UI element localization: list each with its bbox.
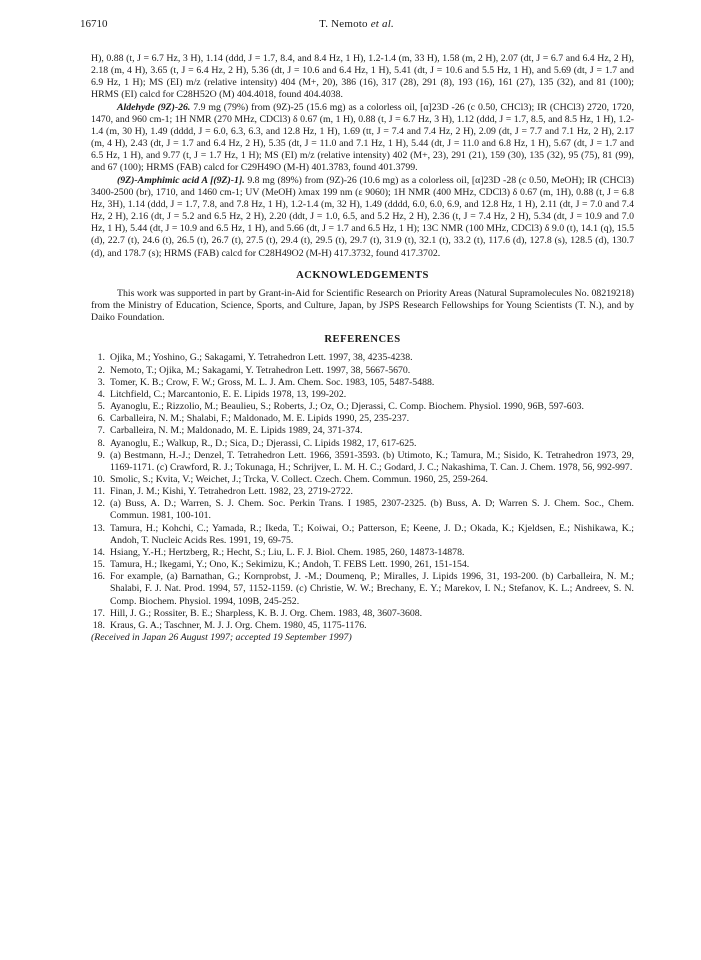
running-title [80, 18, 633, 30]
reference-item: 7. Carballeira, N. M.; Maldonado, M. E. Lipids 1989, 24, 371-374. [97, 425, 363, 437]
compound-title: Aldehyde (9Z)-26. [117, 101, 191, 113]
reference-item: 14. Hsiang, Y.-H.; Hertzberg, R.; Hecht, S.; Liu, L. F. J. Biol. Chem. 1985, 260, 14873-14878. [92, 546, 465, 558]
reference-item: 17. Hill, J. G.; Rossiter, B. E.; Sharpless, K. B. J. Org. Chem. 1983, 48, 3607-3608. [92, 607, 423, 619]
running-header [80, 18, 633, 34]
experimental-paragraph [91, 175, 634, 260]
reference-item: 9. (a) Bestmann, H.-J.; Denzel, T. Tetrahedron Lett. 1966, 3591-3593. (b) Utimoto, K.; Tamura, M.; Sisido, K. Tetrahedron 1973, 29, 1169-1171. (c) Crawford, R. J.; Tokunaga, H.; Schrijver, L. M. H. C.; Godard, J. C.; Nakashima, T. Can. J. Chem. 1978, 56, 992-997. [97, 449, 634, 473]
reference-item: 6. Carballeira, N. M.; Shalabi, F.; Maldonado, M. E. Lipids 1990, 25, 235-237. [97, 413, 410, 425]
running-title-author: T. Nemoto [319, 18, 368, 30]
reference-item: 12. (a) Buss, A. D.; Warren, S. J. Chem. Soc. Perkin Trans. I 1985, 2307-2325. (b) Buss, A. D; Warren S. J. Chem. Soc., Chem. Commun. 1981, 100-101. [92, 498, 634, 522]
experimental-paragraph [91, 102, 634, 175]
reference-item: 10. Smolic, S.; Kvita, V.; Weichet, J.; Trcka, V. Collect. Czech. Chem. Commun. 1960, 25, 259-264. [92, 474, 488, 485]
page-number: 16710 [80, 18, 108, 30]
compound-title: (9Z)-Amphimic acid A [(9Z)-1]. [117, 174, 245, 186]
reference-item: 5. Ayanoglu, E.; Rizzolio, M.; Beaulieu, S.; Roberts, J.; Oz, O.; Djerassi, C. Comp. Biochem. Physiol. 1990, 96B, 597-603. [97, 401, 584, 413]
reference-item: 8. Ayanoglu, E.; Walkup, R., D.; Sica, D.; Djerassi, C. Lipids 1982, 17, 617-625. [97, 437, 417, 449]
reference-item: 11. Finan, J. M.; Kishi, Y. Tetrahedron Lett. 1982, 23, 2719-2722. [93, 486, 353, 498]
reference-item: 13. Tamura, H.; Kohchi, C.; Yamada, R.; Ikeda, T.; Koiwai, O.; Patterson, E; Keene, J. D.; Okada, K.; Kjeldsen, E.; Nishikawa, K.; Andoh, T. Nucleic Acids Res. 1991, 19, 69-75. [92, 522, 634, 546]
experimental-paragraph: H), 0.88 (t, J = 6.7 Hz, 3 H), 1.14 (ddd, J = 1.7, 8.4, and 8.4 Hz, 1 H), 1.2-1.4 (m, 33 H), 1.58 (m, 2 H), 2.07 (dt, J = 6.7 and 6.4 Hz, 2 H), 2.18 (m, 4 H), 3.65 (t, J = 6.4 Hz, 2 H), 5.36 (dt, J = 10.6 and 6.4 Hz, 1 H), 5.41 (dt, J = 10.6 and 5.5 Hz, 1 H), and 5.69 (dt, J = 1.7 and 6.9 Hz, 1 H); MS (EI) m/z (relative intensity) 404 (M+, 20), 386 (16), 317 (28), 291 (8), 193 (16), 161 (27), 135 (32), and 81 (100); HRMS (EI) calcd for C28H52O (M) 404.4018, found 404.4038. [91, 53, 634, 101]
reference-list [91, 352, 634, 632]
article-body [91, 53, 634, 644]
reference-item: 3. Tomer, K. B.; Crow, F. W.; Gross, M. L. J. Am. Chem. Soc. 1983, 105, 5487-5488. [97, 376, 435, 388]
received-date-note: (Received in Japan 26 August 1997; accepted 19 September 1997) [91, 632, 352, 644]
reference-item: 16. For example, (a) Barnathan, G.; Kornprobst, J. -M.; Doumenq, P.; Miralles, J. Lipids 1996, 31, 193-200. (b) Carballeira, N. M.; Shalabi, F. J. Nat. Prod. 1994, 57, 1152-1159. (c) Christie, W. W.; Brechany, E. Y.; Marekov, I. N.; Stefanov, K. L.; Andreev, S. N. Comp. Biochem. Physiol. 1994, 109B, 245-252. [92, 571, 634, 607]
running-title-etal: et al. [370, 18, 394, 30]
acknowledgements-text: This work was supported in part by Grant-in-Aid for Scientific Research on Priority Areas (Natural Supramolecules No. 08219218) from the Ministry of Education, Science, Sports, and Culture, Japan, by JSPS Research Fellowships for Young Scientists (T. N.), and by Daiko Foundation. [91, 287, 634, 324]
compound-data: 7.9 mg (79%) from (9Z)-25 (15.6 mg) as a colorless oil, [α]23D -26 (c 0.50, CHCl3); IR (CHCl3) 2720, 1720, 1470, and 960 cm-1; 1H NMR (270 MHz, CDCl3) δ 0.67 (m, 1 H), 0.88 (t, J = 6.7 Hz, 3 H), 1.12 (ddd, J = 1.7, 8.5, and 8.5 Hz, 1 H), 1.2-1.4 (m, 30 H), 1.49 (dddd, J = 6.0, 6.3, 6.3, and 12.8 Hz, 1 H), 1.69 (tt, J = 7.4 and 7.4 Hz, 2 H), 2.09 (dt, J = 7.7 and 7.1 Hz, 2 H), 2.17 (m, 4 H), 2.43 (dt, J = 1.7 and 6.4 Hz, 2 H), 5.35 (dt, J = 11.0 and 7.1 Hz, 1 H), 5.44 (dt, J = 11.0 and 6.8 Hz, 1 H), 5.67 (dt, J = 1.7 and 6.5 Hz, 1 H), and 9.77 (t, J = 1.7 Hz, 1 H); MS (EI) m/z (relative intensity) 402 (M+, 23), 291 (21), 159 (30), 135 (32), 95 (75), 81 (99), and 67 (100); HRMS (FAB) calcd for C29H49O (M-H) 401.3783, found 401.3799. [91, 101, 634, 174]
compound-data: 9.8 mg (89%) from (9Z)-26 (10.6 mg) as a colorless oil, [α]23D -28 (c 0.50, MeOH); IR (CHCl3) 3400-2500 (br), 1710, and 1460 cm-1; UV (MeOH) λmax 199 nm (ε 9060); 1H NMR (400 MHz, CDCl3) δ 0.67 (m, 1H), 0.88 (t, J = 6.8 Hz, 3H), 1.14 (ddd, J = 1.7, 7.8, and 7.8 Hz, 1 H), 1.2-1.4 (m, 32 H), 1.49 (dddd, 6.0, 6.0, 6.9, and 12.8 Hz, 1 H), 2.11 (dt, J = 7.0 and 7.4 Hz, 2 H), 2.16 (dt, J = 5.2 and 6.5 Hz, 2 H), 2.20 (ddt, J = 1.0, 6.5, and 5.2 Hz, 2 H), 2.36 (t, J = 7.4 Hz, 2 H), 5.34 (dt, J = 10.9 and 7.0 Hz, 1 H), 5.44 (dt, J = 10.9 and 6.5 Hz, 1 H), and 5.66 (dt, J = 1.7 and 6.5 Hz, 1 H); 13C NMR (100 MHz, CDCl3) δ 9.0 (t), 14.1 (q), 15.5 (d), 22.7 (t), 24.6 (t), 26.5 (t), 26.7 (t), 27.5 (t), 29.4 (t), 29.5 (t), 29.7 (t), 31.9 (t), 32.1 (t), 33.2 (t), 117.6 (d), 127.8 (s), 128.5 (d), 130.7 (d), and 178.7 (s); HRMS (FAB) calcd for C28H49O2 (M-H) 417.3732, found 417.3702. [91, 174, 634, 259]
reference-item: 1. Ojika, M.; Yoshino, G.; Sakagami, Y. Tetrahedron Lett. 1997, 38, 4235-4238. [97, 352, 413, 364]
reference-item: 2. Nemoto, T.; Ojika, M.; Sakagami, Y. Tetrahedron Lett. 1997, 38, 5667-5670. [97, 364, 411, 376]
reference-item: 15. Tamura, H.; Ikegami, Y.; Ono, K.; Sekimizu, K.; Andoh, T. FEBS Lett. 1990, 261, 151-154. [92, 559, 470, 571]
reference-item: 18. Kraus, G. A.; Taschner, M. J. J. Org. Chem. 1980, 45, 1175-1176. [92, 619, 367, 631]
reference-item: 4. Litchfield, C.; Marcantonio, E. E. Lipids 1978, 13, 199-202. [97, 388, 347, 400]
acknowledgements-heading: ACKNOWLEDGEMENTS [296, 269, 429, 281]
references-heading: REFERENCES [324, 334, 401, 346]
